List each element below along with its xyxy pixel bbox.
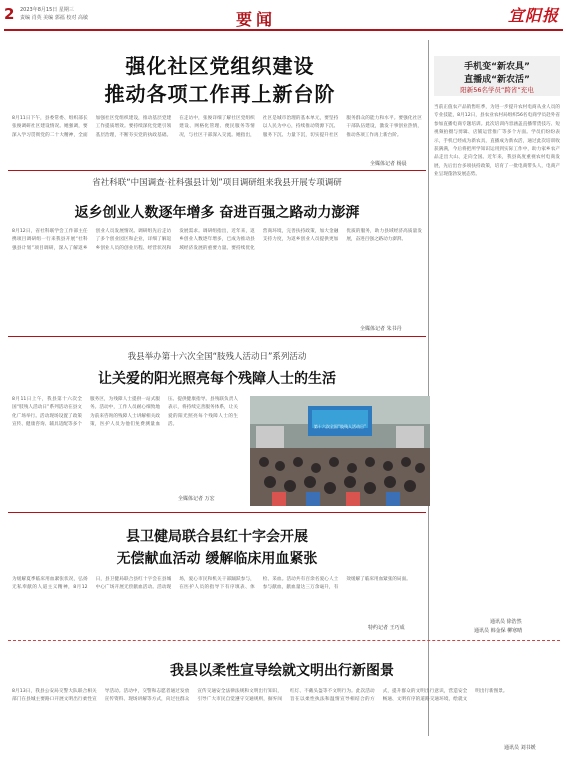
- event-photo-illustration: [250, 396, 430, 506]
- story4-headline-line2: 无偿献血活动 缓解临床用血紧张: [116, 551, 318, 567]
- side-story-body: 当前正值农产品销售旺季，为进一步提升农村电商从业人员的专业技能，8月12日，县农业农村局组织56名电商学员赴外省参加直播电商专题培训。此次培训内容涵盖直播带货技巧、短视频拍摄与剪辑、店铺运营推广等多个方面。学员们纷纷表示，手机已经成为新农具，直播成为新农活，通过此次培训收获满满，今后将把所学知识运用到实际工作中，助力家乡农产品走出大山、走向全国。近年来，我县高度重视农村电商发展，先后出台多项扶持政策，培育了一批电商带头人，电商产业呈现蓬勃发展态势。: [434, 105, 560, 178]
- story1-body: 8月11日下午，县委常委、组织部长张俊调研社区建设情况。她强调，要深入学习贯彻党的二十大精神，全面加强社区党组织建设，推动基层党建工作提质增效。要持续深化党建引领基层治理，不断夯实党的执政基础。在走访中，张俊详细了解社区党组织建设、网格化管理、便民服务等情况，与社区干部深入交流。她指出，社区是城市治理的基本单元，要坚持以人民为中心，持续推动资源下沉、服务下沉、力量下沉，切实提升社区服务群众的能力和水平。要强化社区干部队伍建设，激发干事创业热情，推动各项工作再上新台阶。: [12, 116, 422, 138]
- story4-body: 为缓解夏季临床用血紧张状况，弘扬无私奉献的人道主义精神，8月12日，县卫健局联合县红十字会在县城中心广场开展无偿献血活动。活动现场，爱心市民和机关干部踊跃参与，在医护人员的指导下有序填表、体检、采血。活动共有百余名爱心人士参与献血，献血量达三万余毫升，有效缓解了临床用血紧张的局面。: [12, 577, 411, 591]
- side-story-subtitle: 阳新56名学员“跨省”充电: [460, 86, 534, 94]
- story4-byline: 特约记者 王巧成: [368, 625, 405, 631]
- page-header: [4, 3, 563, 31]
- story5-headline: 我县以柔性宣导绘就文明出行新图景: [170, 663, 394, 679]
- story1-divider: [8, 170, 426, 171]
- story2-kicker: 省社科联“中国调查·社科强县计划”项目调研组来我县开展专项调研: [92, 178, 342, 188]
- side-story-title-line1: 手机变“新农具”: [464, 62, 530, 72]
- story4-headline-line1: 县卫健局联合县红十字会开展: [126, 529, 308, 545]
- section-title: 要闻: [236, 10, 277, 29]
- story3-headline: 让关爱的阳光照亮每个残障人士的生活: [98, 371, 336, 387]
- story5-body: 8月13日，我县公安局交警大队联合相关部门在县城主要路口开展文明出行柔性宣导活动。活动中，交警和志愿者通过发放宣传资料、现场讲解等方式，向过往群众宣传交通安全法律法规和文明出行知识，引导广大市民自觉遵守交通规则，摒弃闯红灯、不戴头盔等不文明行为。此次活动旨在以柔性执法和温情宣导相结合的方式，提升群众的文明出行意识，营造安全畅通、文明有序的道路交通环境，绘就文明出行新图景。: [12, 689, 508, 703]
- page-number: 2: [4, 5, 15, 23]
- side-story-title-line2: 直播成“新农活”: [464, 75, 530, 85]
- event-photo: [250, 396, 430, 506]
- story5-byline: 通讯员 刘书媛: [504, 745, 536, 751]
- newspaper-logo: 宜阳报: [507, 6, 559, 25]
- issue-date: 2023年8月15日 星期三: [20, 7, 74, 13]
- story3-kicker: 我县举办第十六次全国“肢残人活动日”系列活动: [127, 352, 307, 362]
- story1-headline-line2: 推动各项工作再上新台阶: [104, 82, 336, 106]
- story2-headline: 返乡创业人数逐年增多 奋进百强之路动力澎湃: [74, 205, 360, 221]
- story3-byline: 全媒体记者 万宏: [178, 496, 215, 502]
- story2-byline: 全媒体记者 朱书丹: [360, 326, 402, 332]
- story3-photo-banner: 第十六次全国“肢残人活动日”: [313, 424, 367, 429]
- side-story-byline: 通讯员 徐浩然: [490, 619, 522, 625]
- editor-credits: 责编 肖英 美编 郭福 校对 高敏: [20, 15, 88, 21]
- story2-divider: [8, 336, 426, 337]
- story1-headline-line1: 强化社区党组织建设: [125, 54, 315, 78]
- side-story-byline2: 通讯员 韩金保 柳寒晴: [474, 628, 523, 634]
- story3-body: 8月11日上午，我县第十六次全国“肢残人活动日”系列活动在县文化广场举行。活动现场设置了政策宣传、健康咨询、辅具适配等多个服务区，为残障人士提供一站式服务。活动中，工作人员耐心细致地为前来咨询的残障人士讲解相关政策，医护人员为他们免费测量血压、提供健康指导。县残联负责人表示，将持续完善服务体系，让关爱的阳光照亮每个残障人士的生活。: [12, 397, 238, 428]
- story2-body: 8月12日，省社科联学会工作部主任携项目调研组一行来我县开展“社科强县计划”项目调研，深入了解返乡创业人员发展情况。调研组先后走访了多个创业园区和企业，详细了解返乡创业人员的创业历程、经营状况和发展需求。调研组指出，近年来，返乡创业人数逐年增多，已成为推动县域经济发展的重要力量。要持续优化营商环境，完善扶持政策，加大金融支持力度，为返乡创业人员提供更加优质的服务，助力县域经济高质量发展，奋进百强之路动力澎湃。: [12, 229, 422, 251]
- side-story-title-box: [434, 56, 560, 96]
- story3-divider: [8, 512, 426, 513]
- column-rule: [428, 40, 429, 736]
- bottom-divider: [8, 640, 560, 641]
- story1-byline: 全媒体记者 杨晨: [370, 161, 407, 167]
